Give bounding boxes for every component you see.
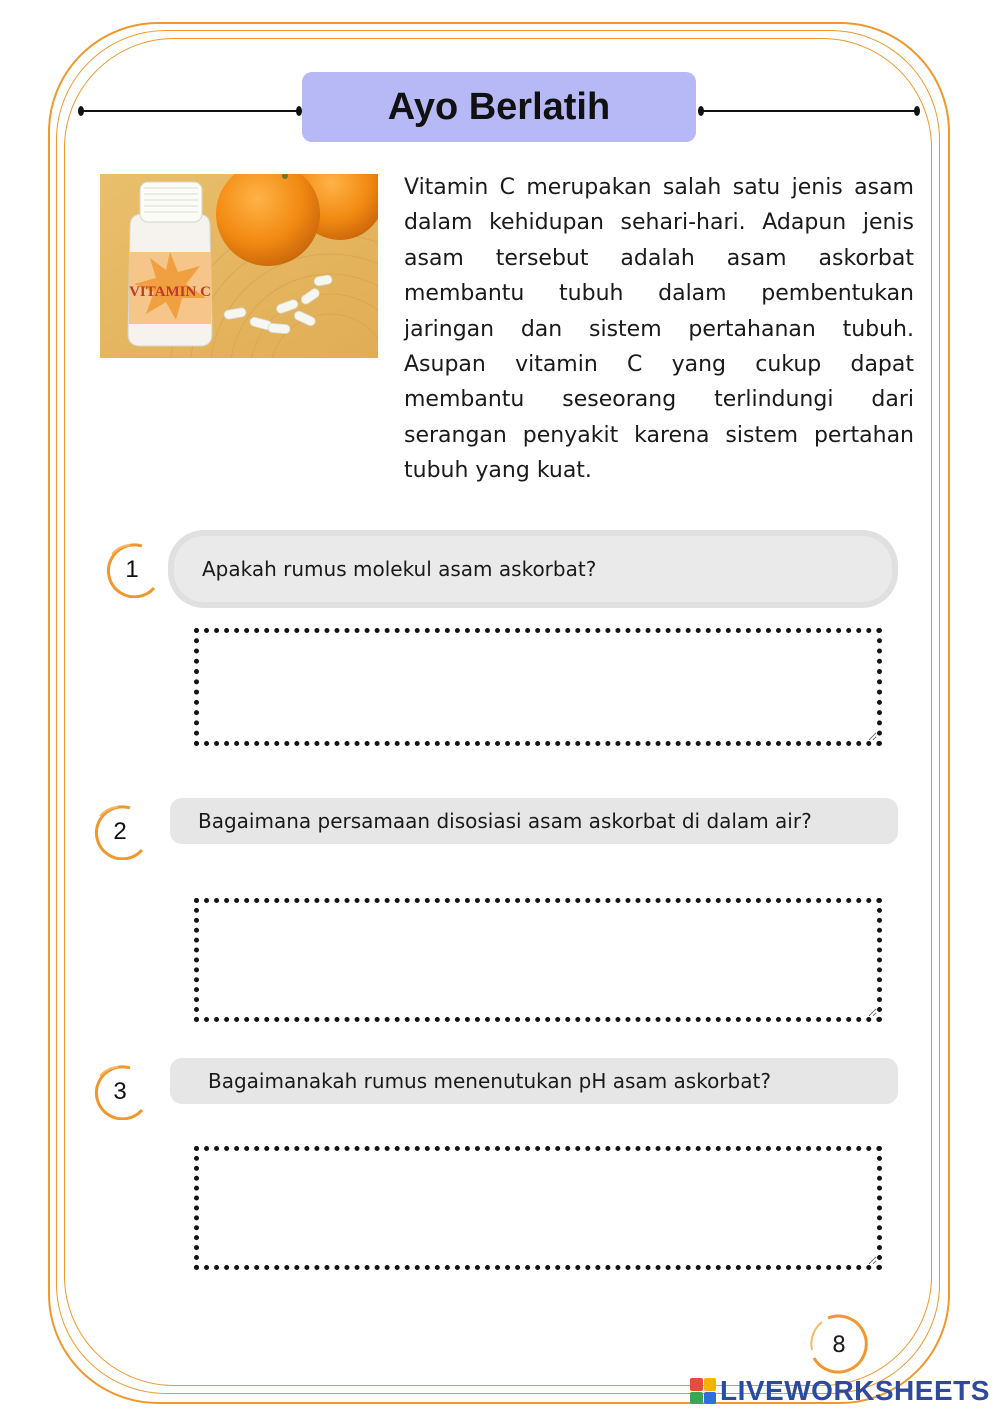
title-banner: [302, 72, 696, 142]
brand-name: LIVEWORKSHEETS: [720, 1375, 990, 1406]
question-text: Bagaimana persamaan disosiasi asam askorbat di dalam air?: [198, 809, 812, 833]
question-text: Apakah rumus molekul asam askorbat?: [202, 557, 597, 581]
bottle-label: VITAMIN C: [129, 284, 211, 300]
question-number: 1: [125, 556, 139, 583]
answer-field-3[interactable]: [194, 1146, 882, 1270]
answer-field-2[interactable]: [194, 898, 882, 1022]
intro-paragraph: Vitamin C merupakan salah satu jenis asam dalam kehidupan sehari-hari. Adapun jenis asam tersebut adalah asam askorbat membantu tubuh dalam pembentukan jaringan dan sistem pertahanan tubuh. Asupan vitamin C yang cukup dapat membantu seseorang terlindungi dari serangan penyakit karena sistem pertahan tubuh yang kuat.: [404, 175, 914, 484]
title-line-end-dot: [698, 106, 704, 116]
title-line-end-dot: [914, 106, 920, 116]
title-line-left: [82, 110, 300, 112]
title-line-right: [700, 110, 918, 112]
question-number: 3: [113, 1078, 127, 1105]
question-2-label: [170, 798, 898, 844]
title-line-end-dot: [78, 106, 84, 116]
question-number-badge: [90, 1064, 150, 1120]
liveworksheets-logo-icon: [690, 1378, 716, 1404]
question-number: 2: [113, 818, 127, 845]
vitamin-c-photo: [100, 174, 378, 358]
page-number-badge: [808, 1314, 870, 1376]
page-title: Ayo Berlatih: [387, 85, 611, 128]
question-1-label: [168, 530, 898, 608]
question-number-badge: [102, 542, 162, 598]
answer-field-1[interactable]: [194, 628, 882, 746]
page-number: 8: [832, 1332, 846, 1358]
question-text: Bagaimanakah rumus menenutukan pH asam askorbat?: [208, 1069, 771, 1093]
question-number-badge: [90, 804, 150, 860]
liveworksheets-brand: [690, 1374, 990, 1408]
question-3-label: [170, 1058, 898, 1104]
